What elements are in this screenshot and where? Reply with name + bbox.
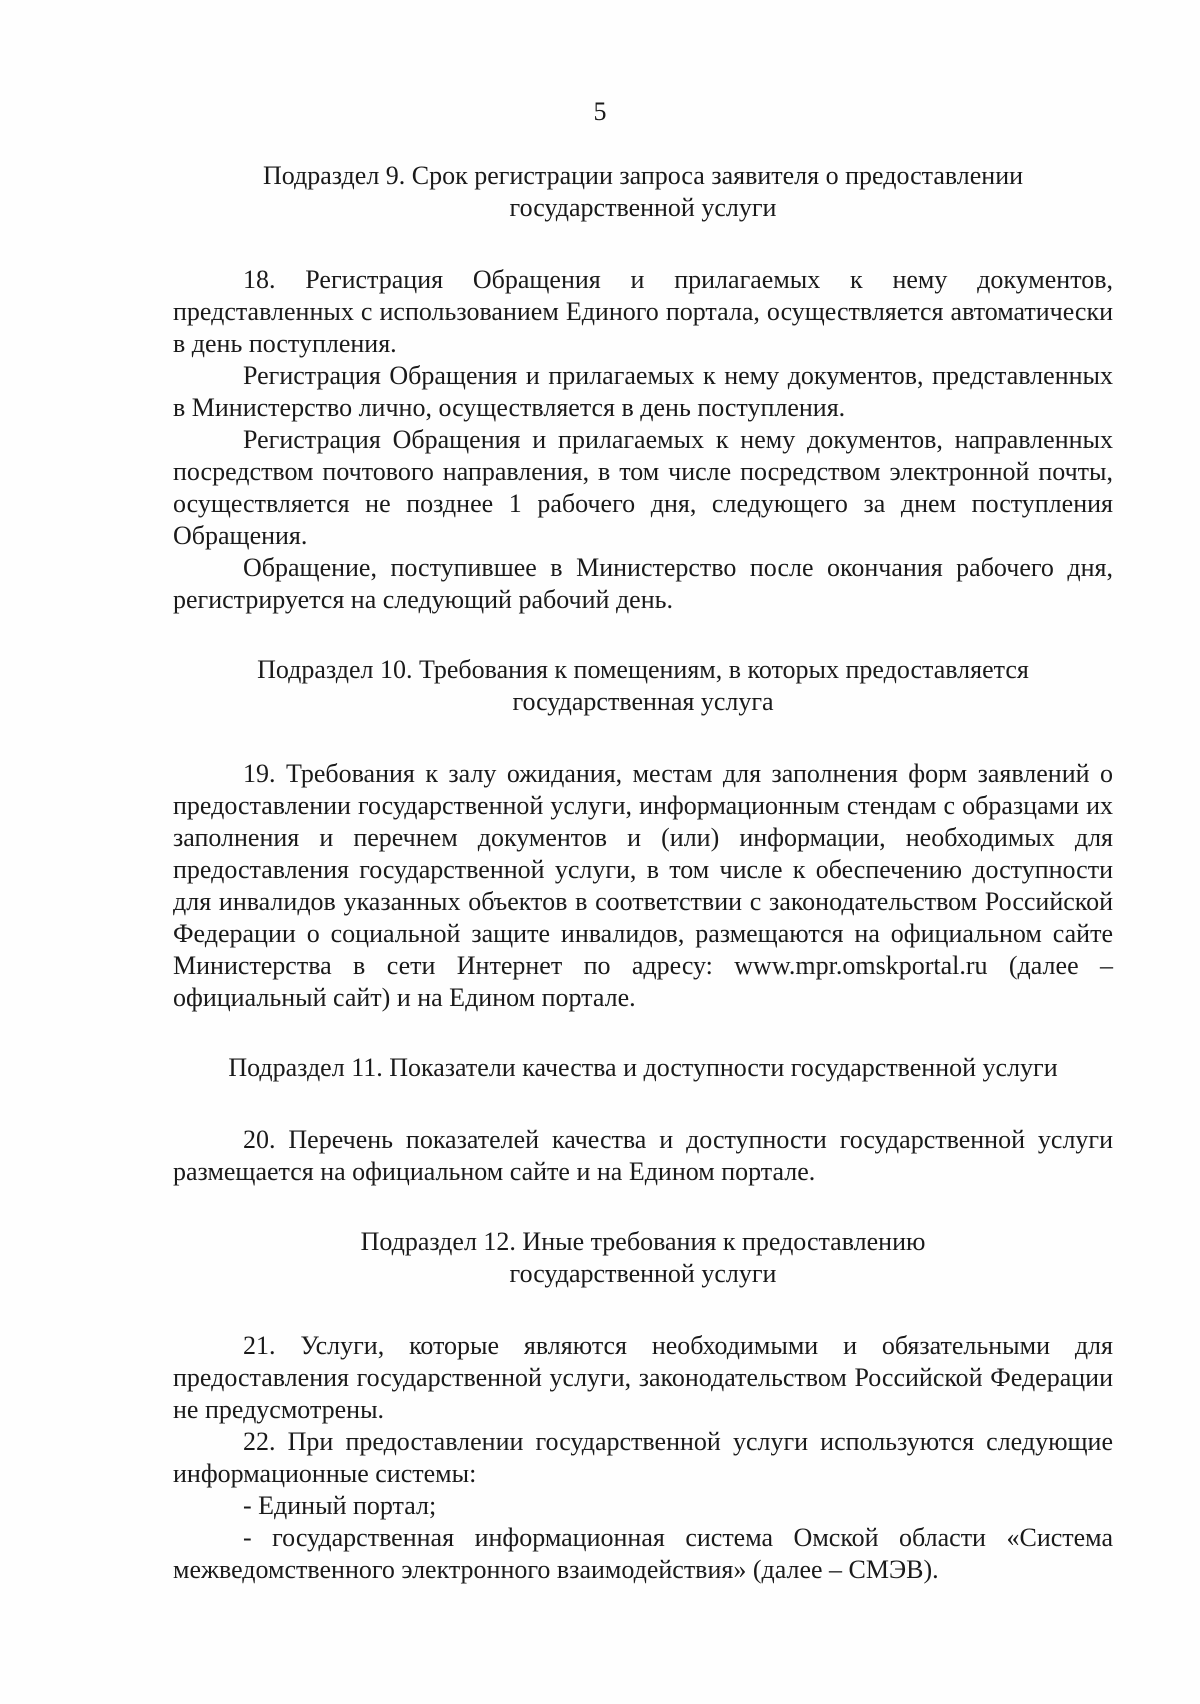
subsection-9-heading-line2: государственной услуги <box>509 193 777 222</box>
paragraph-22: 22. При предоставлении государственной услуги используются следующие информационные системы: <box>173 1427 1113 1488</box>
subsection-12-heading <box>173 1226 1113 1290</box>
subsection-10-heading-line2: государственная услуга <box>512 687 774 716</box>
paragraph-18-postal: Регистрация Обращения и прилагаемых к нему документов, направленных посредством почтового направления, в том числе посредством электронной почты, осуществляется не позднее 1 рабочего дня, следующего за днем поступления Обращения. <box>173 425 1113 550</box>
list-item-smev: - государственная информационная система Омской области «Система межведомственного электронного взаимодействия» (далее – СМЭВ). <box>173 1523 1113 1584</box>
subsection-10-heading <box>173 654 1113 718</box>
subsection-9-heading <box>173 160 1113 224</box>
paragraph-18-personal: Регистрация Обращения и прилагаемых к нему документов, представленных в Министерство лично, осуществляется в день поступления. <box>173 361 1113 422</box>
paragraph-18: 18. Регистрация Обращения и прилагаемых к нему документов, представленных с использованием Единого портала, осуществляется автоматически в день поступления. <box>173 265 1113 358</box>
paragraph-18-after-hours: Обращение, поступившее в Министерство после окончания рабочего дня, регистрируется на следующий рабочий день. <box>173 553 1113 614</box>
list-item-unified-portal: - Единый портал; <box>243 1491 437 1520</box>
paragraph-20: 20. Перечень показателей качества и доступности государственной услуги размещается на официальном сайте и на Едином портале. <box>173 1125 1113 1186</box>
subsection-9-heading-line1: Подраздел 9. Срок регистрации запроса заявителя о предоставлении <box>262 161 1024 190</box>
subsection-12-heading-line2: государственной услуги <box>509 1259 777 1288</box>
page-number: 5 <box>593 97 607 126</box>
subsection-11-heading-line1: Подраздел 11. Показатели качества и доступности государственной услуги <box>228 1053 1058 1082</box>
subsection-12-heading-line1: Подраздел 12. Иные требования к предоставлению <box>360 1227 926 1256</box>
paragraph-21: 21. Услуги, которые являются необходимыми и обязательными для предоставления государственной услуги, законодательством Российской Федерации не предусмотрены. <box>173 1331 1113 1424</box>
document-body <box>173 160 1113 1586</box>
subsection-11-heading <box>173 1052 1113 1084</box>
subsection-10-heading-line1: Подраздел 10. Требования к помещениям, в которых предоставляется <box>257 655 1029 684</box>
paragraph-19: 19. Требования к залу ожидания, местам для заполнения форм заявлений о предоставлении государственной услуги, информационным стендам с образцами их заполнения и перечнем документов и (или) информации, необходимых для предоставления государственной услуги, в том числе к обеспечению доступности для инвалидов указанных объектов в соответствии с законодательством Российской Федерации о социальной защите инвалидов, размещаются на официальном сайте Министерства в сети Интернет по адресу: www.mpr.omskportal.ru (далее – официальный сайт) и на Едином портале. <box>173 759 1113 1012</box>
